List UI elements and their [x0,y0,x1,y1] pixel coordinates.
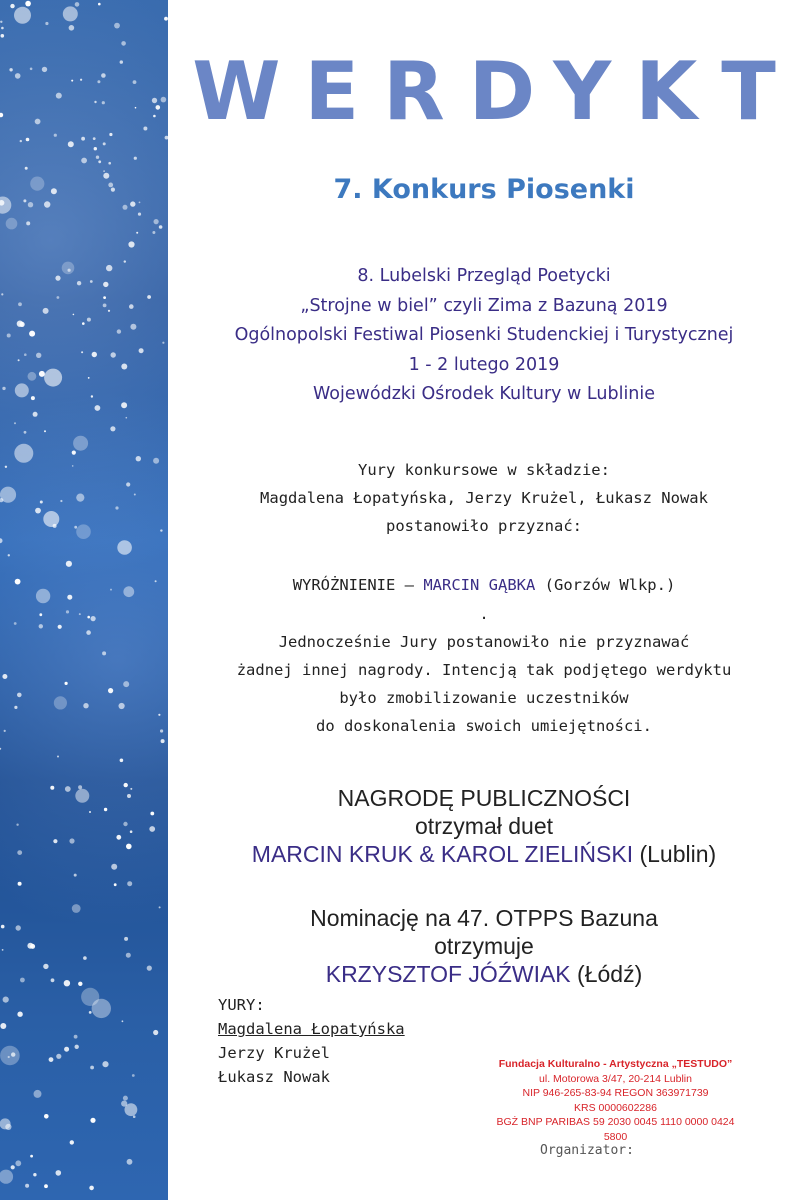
info-line: Ogólnopolski Festiwal Piosenki Studenckiej i Turystycznej [234,325,734,345]
snowflake [122,1020,124,1022]
snowflake [14,7,31,24]
snowflake [62,262,75,275]
snowflake [18,302,22,306]
snowflake [129,304,134,309]
snowflake [102,1061,108,1067]
snowflake [126,417,128,419]
snowflake [39,624,43,628]
distinction-award [168,571,800,599]
snowflake [127,881,132,886]
snowflake [40,501,43,504]
jury-intro-line: Magdalena Łopatyńska, Jerzy Krużel, Łukasz Nowak [260,489,708,507]
snowflake [24,353,27,356]
snowflake [2,949,4,951]
jury-statement [168,600,800,740]
snowflake [121,41,126,46]
info-line: 8. Lubelski Przegląd Poetycki [357,266,611,286]
snowflake [72,904,81,913]
snowflake [55,276,60,281]
snowflake [78,785,82,789]
snowflake [14,444,33,463]
snowflake [108,310,110,312]
snowflake [6,218,18,230]
statement-line: . [479,605,489,623]
contest-subtitle: 7. Konkurs Piosenki [333,174,635,205]
snowflake [64,1047,69,1052]
snowflake [28,202,33,207]
statement-line: żadnej innej nagrody. Intencją tak podjętego werdyktu [236,661,732,679]
snowflake [68,269,71,272]
snowflake [134,157,137,160]
snowflake [0,113,3,118]
snowflake [33,1173,36,1176]
snowflake [15,579,21,585]
snowflake [110,426,115,431]
snowflake [8,554,10,556]
snowflake [153,115,156,118]
snowflake [124,937,128,941]
snowflake [95,405,101,411]
snowflake [43,511,59,527]
snowflake [123,1096,128,1101]
snowflake [103,170,105,172]
snowflake [88,377,90,379]
jury-signatures [218,993,405,1089]
snowflake [56,1170,62,1176]
snowflake [103,296,106,299]
snowflake [128,241,134,247]
snowflake [0,538,3,543]
snowflake [149,826,155,832]
snowflake [30,177,44,191]
snowflake [17,850,22,855]
snowflake [33,412,38,417]
snowflake [16,824,18,826]
snowflake [123,586,134,597]
snowflake [91,395,93,397]
snowflake [153,1030,158,1035]
snowflake [3,997,9,1003]
snowflake [89,1186,94,1191]
snowflake [27,943,33,949]
snowflake [108,688,113,693]
snowflake [109,133,112,136]
snowflake [34,1090,42,1098]
snowflake [14,706,17,709]
snowflake [111,188,115,192]
snowflake [89,811,91,813]
snowflake [123,822,127,826]
snowflake [155,580,157,582]
snowflake [25,167,28,170]
snowflake [51,978,55,982]
snowflake [102,101,105,104]
jury-intro [168,456,800,540]
nomination [168,904,800,988]
snowflake [17,1012,22,1017]
snowflake [58,625,62,629]
snowflake [97,80,100,83]
snowflake [81,351,83,353]
snowflake [77,281,81,285]
snowflake [36,353,41,358]
snowflake [11,1165,15,1169]
snowflake [123,205,128,210]
snowflake [162,342,164,344]
snowflake [111,352,116,357]
audience-prize [168,784,800,868]
snowflake [98,160,101,163]
info-line: Wojewódzki Ośrodek Kultury w Lublinie [312,384,656,404]
snowflake [154,219,159,224]
snowflake [49,1057,54,1062]
snowflake [152,98,157,103]
snowflake [147,966,152,971]
snowflake [124,783,128,787]
audience-prize-title: NAGRODĘ PUBLICZNOŚCI [337,785,631,811]
snowflake [92,999,111,1018]
snowflake [0,1170,13,1184]
snowflake [130,830,133,833]
award-label: WYRÓŻNIENIE – [292,576,424,594]
snowflake [71,80,73,82]
snowflake [2,674,7,679]
snowflake [90,1066,94,1070]
snowflake [90,1118,95,1123]
snowflake [60,500,62,502]
jury-member: Magdalena Łopatyńska [218,1020,405,1038]
snowflake [44,1114,49,1119]
snowflake [1,293,3,295]
snowflake [126,844,132,850]
snowflake [51,188,57,194]
snowflake [17,321,23,327]
snowflake [30,68,33,71]
snowflake [76,524,91,539]
snowflake [73,314,75,316]
snowflake [121,364,127,370]
audience-prize-names: MARCIN KRUK & KAROL ZIELIŃSKI [251,841,634,867]
snowflake [56,93,62,99]
snowflake [74,1035,78,1039]
snowflake [124,260,126,262]
snowflake [15,73,21,79]
snowflake [101,73,106,78]
snowflake [0,748,1,750]
snowflake [120,60,123,63]
audience-prize-received: otrzymał duet [414,813,554,839]
snowflake [15,1160,21,1166]
snowflake [69,838,74,843]
snowflake [93,137,96,140]
snowflake [0,1046,20,1066]
snowflake [30,1155,33,1158]
snowflake [50,786,54,790]
snowflake [108,162,111,165]
foundation-line: ul. Motorowa 3/47, 20-214 Lublin [539,1072,692,1085]
snowflake [65,682,68,685]
nomination-received: otrzymuje [434,933,534,959]
festival-info [168,262,800,410]
snowflake [121,1101,127,1107]
snowflake [159,225,163,229]
jury-member: Jerzy Krużel [218,1044,330,1062]
snowflake [94,147,97,150]
foundation-line: BGŻ BNP PARIBAS 59 2030 0045 1110 0000 0424 5800 [496,1116,735,1143]
snowflake [161,739,165,743]
snowflake [36,589,50,603]
snowflake [81,137,85,141]
snowflake [108,183,113,188]
snowflake [42,67,47,72]
snowflake [17,693,22,698]
snowflakes-decoration [0,0,168,1200]
snowflake [158,714,160,716]
snowflake [116,835,121,840]
statement-line: było zmobilizowanie uczestników [339,689,629,707]
snowflake [39,371,45,377]
snowflake [74,526,77,529]
snowflake [90,280,93,283]
snowflake [54,696,67,709]
snowflake [15,383,29,397]
info-line: 1 - 2 lutego 2019 [408,354,560,375]
verdict-document [168,0,800,1200]
snowflake [66,561,72,567]
snowflake [73,436,88,451]
snowflake [80,79,82,81]
snowflake [126,953,131,958]
snowflake [28,372,37,381]
snowflake [81,158,87,164]
statement-line: do doskonalenia swoich umiejętności. [316,717,652,735]
snowflake [104,808,107,811]
nomination-name: KRZYSZTOF JÓŹWIAK [325,961,571,987]
snowflake [69,25,75,31]
snowflake [119,703,125,709]
snowflake [26,138,30,142]
jury-intro-line: Yury konkursowe w składzie: [358,461,610,479]
nomination-place: (Łódź) [570,961,643,987]
snowflake [1,925,5,929]
snowflake [1,27,4,30]
snowflake [5,466,7,468]
snowflake [83,703,88,708]
snowflake [138,213,141,216]
organizer-label: Organizator: [540,1143,634,1158]
snowflake [134,494,136,496]
snowflake [133,80,137,84]
snowflake [160,729,163,732]
award-place: (Gorzów Wlkp.) [535,576,676,594]
snowflake [0,21,2,23]
snowflake [139,348,144,353]
snowflake [44,201,50,207]
snowflake [72,451,76,455]
snowflake [31,396,35,400]
snowflake [63,6,78,21]
snowflake [26,221,30,225]
snowflake [160,529,162,531]
page-title: WERDYKT [192,45,800,138]
jury-intro-line: postanowiło przyznać: [386,517,582,535]
snowflake [67,595,72,600]
snowflake [20,140,22,142]
snowflake [79,613,81,615]
snowflake [10,4,14,8]
nomination-winner [168,960,800,988]
snowflake [25,1184,29,1188]
snowflake [53,839,57,843]
snowflake [7,334,11,338]
snowflake [29,331,35,337]
snowflake [126,482,130,486]
snowflake [78,982,82,986]
snowflake [68,141,74,147]
snowflake [9,68,12,71]
snowflake [91,616,96,621]
nomination-title: Nominację na 47. OTPPS Bazuna [310,905,658,931]
snowflake [16,925,21,930]
award-winner: MARCIN GĄBKA [423,576,536,594]
snowflake [24,431,27,434]
snowflake [20,978,25,983]
snowflake [120,759,124,763]
snowflake [150,812,154,816]
snowflake [75,1045,79,1049]
snowflake [143,127,147,131]
snowflake [92,352,97,357]
snowflake [4,730,6,732]
snowflake [35,119,41,125]
snowflake [103,142,106,145]
snowflake [35,508,41,514]
snowflake [111,864,117,870]
snowflake [72,465,74,467]
snowflake [18,882,22,886]
snowflake [94,101,96,103]
snowflake [127,794,131,798]
snowflake [44,369,62,387]
snowflake [87,318,91,322]
snowflake [83,956,87,960]
snowflake [66,610,69,613]
foundation-line: NIP 946-265-83-94 REGON 363971739 [522,1087,709,1099]
info-line: „Strojne w biel” czyli Zima z Bazuną 2019 [300,295,668,316]
foundation-line: KRS 0000602286 [574,1101,657,1114]
snowflake [74,874,77,877]
jury-heading: YURY: [218,996,265,1014]
snowflake [0,1118,11,1129]
snowflake [64,980,70,986]
snowflake [136,456,141,461]
snowflake [54,134,57,137]
snowflake [76,494,84,502]
snowflake [156,105,161,110]
snowflake [43,308,49,314]
snowflake [147,295,151,299]
snowflake [123,681,129,687]
snowflake [75,789,89,803]
jury-member: Łukasz Nowak [218,1068,330,1086]
snowflake [115,506,118,509]
snowflake [98,3,101,6]
snowflake [130,788,132,790]
snowflake [86,630,91,635]
statement-line: Jednocześnie Jury postanowiło nie przyznawać [278,633,690,651]
snowflake [102,651,106,655]
snowflake [1,34,5,38]
snowflake [117,540,132,555]
snowflake [130,201,135,206]
snowflake [121,402,127,408]
snowflake [0,1023,6,1029]
snowflake [114,883,117,886]
snowflake [161,97,167,103]
snowflake [65,786,71,792]
snowflake [57,756,59,758]
snowflake [70,1140,74,1144]
snowflake [39,613,42,616]
snowflake [130,324,136,330]
snowflake [139,202,141,204]
snowflake [43,964,48,969]
snowflake [103,282,108,287]
audience-prize-winners [168,840,800,868]
snowflake [96,156,99,159]
foundation-name: Fundacja Kulturalno - Artystyczna „TESTUDO” [498,1058,733,1070]
snowflake [106,265,112,271]
snowflake [133,1115,136,1118]
snowflake [135,107,137,109]
snowflake [23,199,26,202]
snowflake [14,422,16,424]
snowflake [110,589,112,591]
snowflake [25,1,31,7]
snowflake [152,231,155,234]
snowflake [87,616,90,619]
audience-prize-place: (Lublin) [633,841,717,867]
snowflake [75,2,80,7]
snowflake [45,22,48,25]
snowflake [114,23,120,29]
snowflake [136,232,138,234]
snowflake [44,1184,48,1188]
snowflake [159,906,161,908]
snowflake [103,304,107,308]
snowflake [14,622,17,625]
snowflake [44,430,46,432]
snowflake [127,1159,133,1165]
snowflake [57,296,60,299]
snowflake [153,458,159,464]
snowflake [56,1054,61,1059]
snow-sidebar [0,0,168,1200]
snowflake [132,1074,135,1077]
snowflake [82,322,85,325]
foundation-stamp [488,1057,743,1144]
snowflake [18,359,20,361]
snowflake [117,329,121,333]
snowflake [89,1011,92,1014]
snowflake [2,387,5,390]
snowflake [103,173,109,179]
